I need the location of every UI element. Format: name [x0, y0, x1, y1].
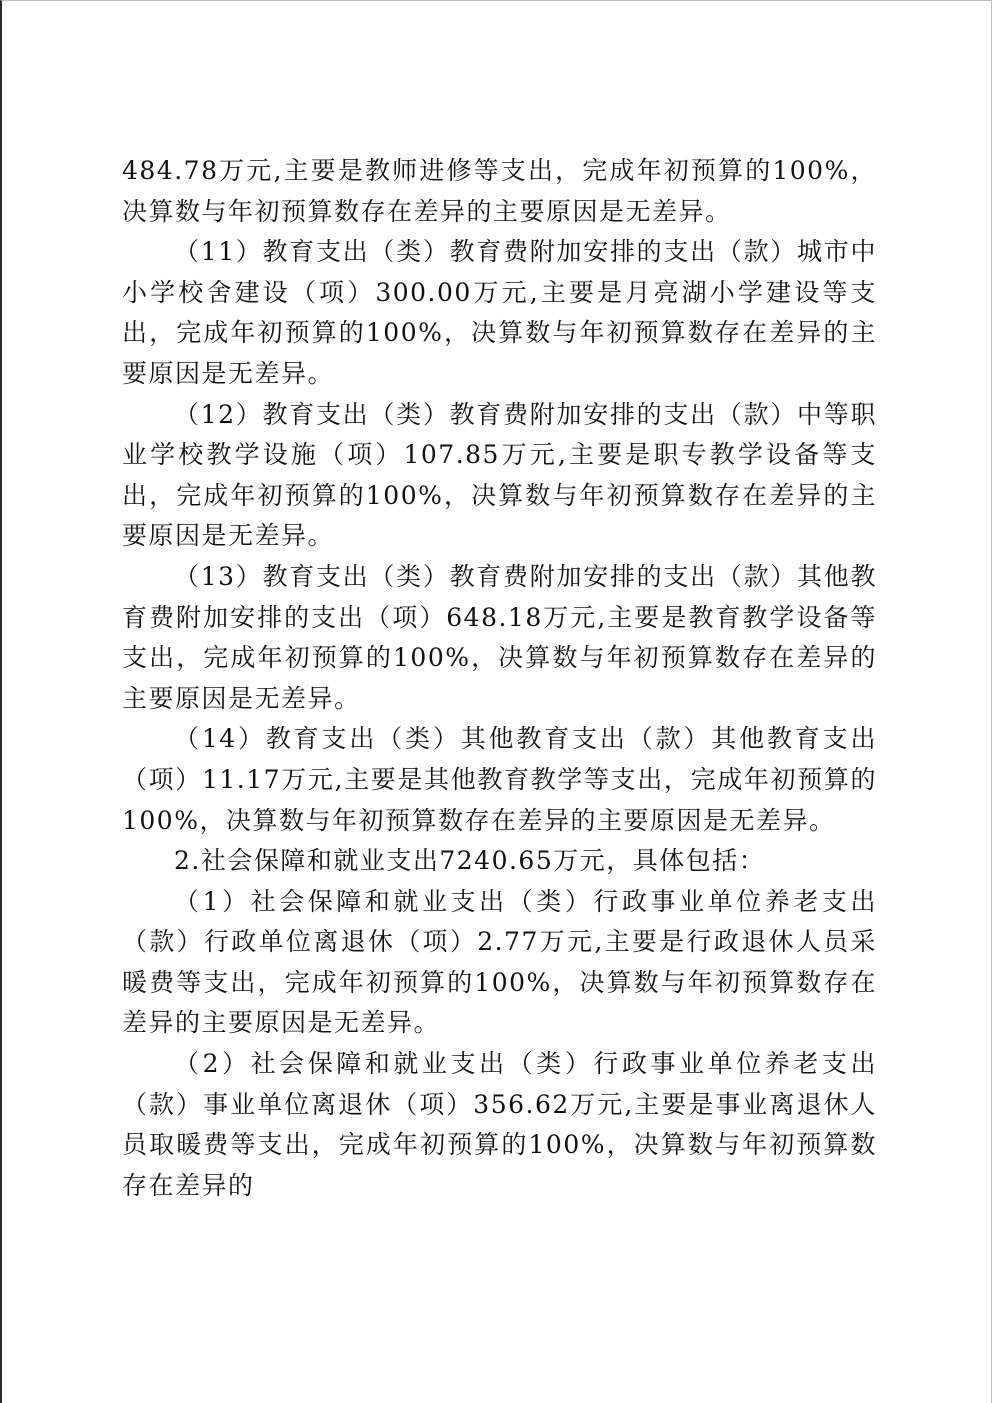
paragraph-6: 2.社会保障和就业支出7240.65万元，具体包括：: [174, 846, 766, 876]
paragraph-3: （12）教育支出（类）教育费附加安排的支出（款）中等职业学校教学设施（项）107.85万元,主要是职专教学设备等支出，完成年初预算的100%，决算数与年初预算数存在差异的主要原因是无差异。: [122, 399, 877, 551]
paragraph-2: （11）教育支出（类）教育费附加安排的支出（款）城市中小学校舍建设（项）300.00万元,主要是月亮湖小学建设等支出，完成年初预算的100%，决算数与年初预算数存在差异的主要原因是无差异。: [122, 237, 877, 388]
paragraph-8: （2）社会保障和就业支出（类）行政事业单位养老支出（款）事业单位离退休（项）356.62万元,主要是事业离退休人员取暖费等支出，完成年初预算的100%，决算数与年初预算数存在差异的: [122, 1049, 877, 1200]
paragraph-7: （1）社会保障和就业支出（类）行政事业单位养老支出（款）行政单位离退休（项）2.77万元,主要是行政退休人员采暖费等支出，完成年初预算的100%，决算数与年初预算数存在差异的主要原因是无差异。: [122, 886, 877, 1038]
document-body: [122, 151, 877, 1206]
paragraph-1: 484.78万元,主要是教师进修等支出，完成年初预算的100%，决算数与年初预算数存在差异的主要原因是无差异。: [122, 156, 877, 226]
paragraph-5: （14）教育支出（类）其他教育支出（款）其他教育支出（项）11.17万元,主要是其他教育教学等支出，完成年初预算的100%，决算数与年初预算数存在差异的主要原因是无差异。: [122, 724, 877, 835]
paragraph-4: （13）教育支出（类）教育费附加安排的支出（款）其他教育费附加安排的支出（项）648.18万元,主要是教育教学设备等支出，完成年初预算的100%，决算数与年初预算数存在差异的主要原因是无差异。: [122, 561, 877, 713]
